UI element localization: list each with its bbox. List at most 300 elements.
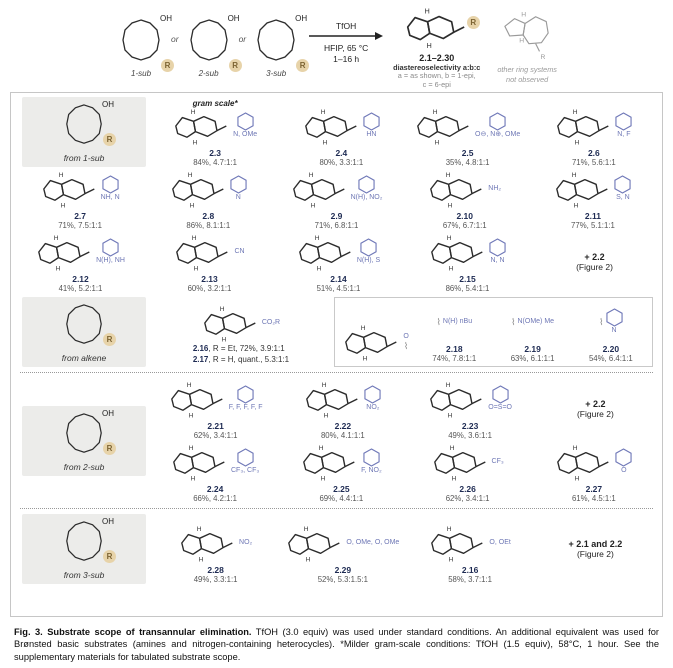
- compound-yield-dr: 35%, 4.8:1:1: [445, 158, 490, 167]
- compound-yield-dr: 61%, 4.5:1:1: [571, 494, 616, 503]
- r-group-labels: N: [611, 327, 617, 335]
- compound-entry: [193, 355, 289, 366]
- r-group-labels: O, OEt: [489, 538, 511, 546]
- source-label: from alkene: [61, 353, 107, 363]
- decalin-structure-icon: [554, 168, 612, 210]
- compound-cell: [405, 105, 531, 167]
- compound-cell-multi: [152, 302, 330, 367]
- compound-cell: [278, 441, 404, 503]
- compound-yield-dr: 49%, 3.6:1:1: [448, 431, 493, 440]
- r-group-badge: R: [467, 16, 480, 29]
- attachment-bond-icon: ⌇: [403, 340, 409, 351]
- substrate-label: 3-sub: [266, 68, 287, 78]
- r-group-labels: F, NO₂: [361, 467, 382, 475]
- decalin-structure-icon: [303, 105, 361, 147]
- reaction-conditions: [309, 21, 383, 64]
- compound-yield-dr: 66%, 4.2:1:1: [193, 494, 238, 503]
- macrocycle-structure-icon: [60, 412, 108, 456]
- r-group-labels: N(H), NH: [96, 257, 125, 265]
- caption-title: Fig. 3. Substrate scope of transannular elimination.: [14, 626, 252, 637]
- aryl-ring-icon: [492, 385, 509, 404]
- product-id-range: 2.1–2.30: [419, 53, 455, 64]
- compound-yield-dr: 67%, 6.7:1:1: [442, 221, 487, 230]
- compound-yield-dr: 71%, 5.6:1:1: [571, 158, 616, 167]
- reagent-label: TfOH: [335, 21, 357, 32]
- compound-cell: [401, 168, 529, 230]
- amide-variant-cell: [572, 301, 650, 363]
- scope-row: [16, 231, 657, 293]
- substrate-source-box: [22, 297, 146, 367]
- figure-caption: [0, 620, 673, 668]
- substrate-label: 2-sub: [198, 68, 219, 78]
- macrocycle-structure: [60, 517, 114, 569]
- r-group-labels: N(H), S: [356, 257, 381, 265]
- svg-text:H: H: [318, 444, 324, 452]
- svg-text:H: H: [304, 525, 309, 533]
- r-group-labels: F, F, F, F, F: [228, 404, 263, 412]
- r-group-labels: N: [235, 194, 241, 202]
- r-group-labels: HN: [366, 131, 377, 139]
- time-label: 1–16 h: [333, 54, 360, 64]
- r-group-badge: R: [296, 59, 309, 72]
- decalin-structure-icon: [174, 231, 232, 273]
- r-group-labels: N, F: [617, 131, 631, 139]
- scope-row: [16, 97, 657, 167]
- r-group-labels: CN: [234, 247, 245, 255]
- r-group-labels: NH, N: [100, 194, 120, 202]
- svg-text:H: H: [449, 444, 455, 452]
- decalin-structure-icon: [297, 231, 355, 273]
- macrocycle-structure-icon: [60, 103, 108, 147]
- svg-text:H: H: [424, 6, 430, 16]
- svg-text:H: H: [519, 38, 525, 46]
- plus-products-label: + 2.2: [584, 252, 605, 262]
- r-group-labels: O=S=O: [488, 404, 512, 412]
- substrate-label: 1-sub: [131, 68, 152, 78]
- svg-text:H: H: [320, 108, 326, 116]
- reaction-scheme: [0, 0, 673, 90]
- svg-text:H: H: [447, 202, 453, 210]
- compound-cell: [531, 441, 657, 503]
- r-group-labels: S, N: [616, 194, 630, 202]
- compound-cell: [279, 378, 406, 440]
- decalin-structure-icon: [169, 378, 227, 420]
- r-group-badge: R: [103, 442, 116, 455]
- compound-id: 2.3: [209, 148, 222, 158]
- svg-text:H: H: [320, 475, 326, 483]
- compound-cell: [152, 522, 279, 584]
- svg-text:H: H: [196, 525, 202, 533]
- svg-text:H: H: [55, 265, 61, 273]
- compound-yield-dr: 84%, 4.7:1:1: [193, 158, 238, 167]
- additional-product-note: [534, 399, 657, 419]
- svg-text:H: H: [573, 108, 578, 116]
- r-group-labels: NO₂: [366, 404, 380, 412]
- svg-text:H: H: [316, 265, 322, 273]
- decalin-structure-icon: [41, 168, 99, 210]
- decalin-structure-icon: [36, 231, 94, 273]
- svg-text:H: H: [446, 381, 451, 389]
- aryl-ring-icon: [237, 385, 254, 404]
- svg-text:H: H: [426, 41, 432, 51]
- compound-cell: [407, 522, 534, 584]
- svg-text:H: H: [324, 412, 329, 420]
- compound-yield-dr: , R = H, quant., 5.3:1:1: [208, 355, 290, 364]
- r-group-badge: R: [161, 59, 174, 72]
- compound-id: 2.23: [461, 421, 479, 431]
- other-ring-note-2: not observed: [506, 74, 549, 84]
- compound-cell: [144, 168, 272, 230]
- compound-cell: [529, 168, 657, 230]
- compound-entry: [193, 344, 289, 355]
- svg-text:H: H: [449, 556, 454, 564]
- compound-yield-dr: 62%, 3.4:1:1: [445, 494, 490, 503]
- macrocycle-structure-icon: [184, 17, 234, 65]
- solvent-temp-label: HFIP, 65 °C: [323, 43, 369, 54]
- compound-yield-dr: 80%, 4.1:1:1: [320, 431, 365, 440]
- compound-cell: [403, 231, 532, 293]
- compound-yield-dr: 49%, 3.3:1:1: [193, 575, 238, 584]
- product-block: [393, 4, 480, 90]
- decalin-structure-icon: [428, 168, 486, 210]
- scope-row: [16, 168, 657, 230]
- svg-text:H: H: [188, 412, 194, 420]
- r-group-labels: NH₂: [488, 184, 502, 192]
- oh-label: OH: [227, 13, 240, 23]
- svg-text:H: H: [221, 336, 227, 344]
- compound-id: 2.4: [335, 148, 348, 158]
- compound-id: 2.11: [584, 211, 601, 221]
- decalin-structure-icon: [301, 441, 359, 483]
- compound-id: 2.20: [602, 344, 620, 354]
- decalin-structure-icon: [555, 105, 613, 147]
- substrate-source-box: [22, 406, 146, 476]
- compound-id: 2.16: [192, 344, 209, 354]
- aryl-ring-icon: [614, 175, 631, 194]
- section-divider: [20, 372, 653, 373]
- svg-text:H: H: [53, 234, 59, 242]
- macrocycle-structure-icon: [116, 17, 166, 65]
- svg-text:H: H: [432, 108, 438, 116]
- aryl-ring-icon: [363, 112, 380, 131]
- svg-text:H: H: [447, 412, 453, 420]
- r-group-labels: O: [621, 467, 627, 475]
- svg-text:H: H: [192, 139, 198, 147]
- svg-text:H: H: [448, 265, 454, 273]
- attachment-bond-icon: ⌇: [599, 316, 604, 327]
- r-group-labels: CO₂R: [261, 319, 281, 327]
- compound-id: 2.19: [524, 344, 541, 354]
- or-label: or: [238, 34, 247, 44]
- svg-text:H: H: [575, 475, 580, 483]
- compound-id: 2.29: [334, 565, 352, 575]
- compound-cell: [145, 231, 274, 293]
- gram-scale-note: gram scale*: [192, 99, 238, 108]
- decalin-structure-icon: [286, 522, 344, 564]
- compound-cell: [405, 441, 531, 503]
- scope-row: [16, 514, 657, 584]
- compound-yield-dr: 54%, 6.4:1:1: [588, 354, 633, 363]
- plus-products-label: + 2.2: [585, 399, 606, 409]
- r-group-labels: O: [403, 333, 409, 341]
- compound-yield-dr: 52%, 5.3:1.5:1: [317, 575, 369, 584]
- compound-yield-dr: 69%, 4.4:1:1: [319, 494, 364, 503]
- oh-label: OH: [102, 100, 114, 109]
- compound-cell: [16, 168, 144, 230]
- decalin-structure-icon: [179, 522, 237, 564]
- svg-text:H: H: [186, 381, 192, 389]
- or-label: or: [171, 34, 179, 44]
- svg-text:H: H: [60, 202, 65, 210]
- compound-id: 2.27: [585, 484, 603, 494]
- decalin-structure-icon: [428, 378, 486, 420]
- compound-yield-dr: 77%, 5.1:1:1: [571, 221, 615, 230]
- svg-text:H: H: [521, 12, 527, 20]
- compound-id: 2.9: [330, 211, 343, 221]
- aryl-ring-icon: [606, 308, 623, 327]
- attachment-bond-icon: ⌇: [511, 316, 516, 327]
- svg-text:H: H: [189, 202, 195, 210]
- substrate-3-sub: [251, 13, 308, 78]
- section-divider: [20, 508, 653, 509]
- compound-id: 2.22: [334, 421, 352, 431]
- svg-text:H: H: [194, 265, 199, 273]
- compound-id: 2.18: [446, 344, 463, 354]
- substrate-2-sub: [184, 13, 240, 78]
- fused-ring-structure-icon: [498, 10, 556, 60]
- r-group-labels: N, OMe: [233, 131, 258, 139]
- svg-text:H: H: [446, 171, 451, 179]
- decalin-structure-icon: [432, 441, 490, 483]
- oh-label: OH: [160, 13, 173, 23]
- compound-id: 2.25: [333, 484, 350, 494]
- svg-text:H: H: [188, 444, 194, 452]
- svg-text:H: H: [322, 139, 328, 147]
- r-group-labels: N(H) nBu: [442, 317, 473, 325]
- r-group-labels: NO₂: [239, 538, 253, 546]
- scope-rows: [152, 377, 657, 504]
- additional-product-note: [534, 539, 657, 559]
- acyl-fragment-cell: [337, 321, 415, 363]
- r-group-labels: N(OMe) Me: [517, 317, 555, 325]
- compound-yield-dr: , R = Et, 72%, 3.9:1:1: [208, 344, 285, 354]
- decalin-structure-icon: [173, 105, 231, 147]
- scope-row: [152, 378, 657, 440]
- r-group-labels: CF₃, CF₃: [230, 467, 260, 475]
- compound-yield-dr: 58%, 3.7:1:1: [448, 575, 493, 584]
- scope-section: [16, 512, 657, 586]
- compound-id: 2.21: [207, 421, 224, 431]
- compound-cell: [16, 231, 145, 293]
- source-label: from 3-sub: [63, 570, 105, 580]
- svg-text:H: H: [219, 306, 225, 314]
- substrate-1-sub: [116, 13, 173, 78]
- r-group-badge: R: [229, 59, 242, 72]
- product-structure: [403, 4, 477, 55]
- decalin-structure-icon: [415, 105, 473, 147]
- svg-text:H: H: [192, 234, 197, 242]
- compound-yield-dr: 71%, 7.5:1:1: [58, 221, 102, 230]
- svg-text:H: H: [310, 202, 315, 210]
- compound-yield-dr: 86%, 5.4:1:1: [445, 284, 490, 293]
- r-group-labels: N, N: [490, 257, 505, 265]
- decalin-structure-icon: [202, 302, 260, 344]
- svg-text:H: H: [190, 475, 196, 483]
- compound-cell: [279, 522, 406, 584]
- compound-id: 2.15: [459, 274, 476, 284]
- aryl-ring-icon: [615, 448, 632, 467]
- compound-id: 2.14: [330, 274, 347, 284]
- compound-yield-dr: 62%, 3.4:1:1: [193, 431, 238, 440]
- aryl-ring-icon: [363, 448, 380, 467]
- decalin-structure-icon: [343, 321, 401, 363]
- scope-row: [152, 441, 657, 503]
- compound-yield-dr: 51%, 4.5:1:1: [316, 284, 361, 293]
- compound-id: 2.5: [461, 148, 474, 158]
- substrate-scope-panel: [10, 92, 663, 617]
- decalin-structure-icon: [291, 168, 349, 210]
- compound-id: 2.12: [72, 274, 89, 284]
- svg-text:H: H: [434, 139, 440, 147]
- compound-cell: [407, 378, 534, 440]
- decalin-structure-icon: [555, 441, 613, 483]
- source-label: from 2-sub: [63, 461, 105, 472]
- r-group-labels: N(H), NO₂: [350, 194, 383, 202]
- svg-text:H: H: [361, 324, 366, 332]
- svg-text:H: H: [306, 556, 311, 564]
- reaction-arrow-icon: [309, 31, 383, 41]
- aryl-ring-icon: [489, 112, 506, 131]
- svg-text:H: H: [198, 556, 204, 564]
- plus-products-ref: (Figure 2): [576, 409, 614, 419]
- compound-cell: [152, 99, 278, 167]
- svg-text:H: H: [308, 171, 314, 179]
- macrocycle-structure: [60, 100, 114, 152]
- svg-text:H: H: [451, 475, 456, 483]
- aryl-ring-icon: [489, 238, 506, 257]
- macrocycle-structure-icon: [60, 520, 108, 564]
- svg-text:H: H: [446, 234, 452, 242]
- diastereoselectivity-label: diastereoselectivity a:b:c: [393, 63, 481, 73]
- scope-section: [16, 376, 657, 505]
- decalin-structure-icon: [171, 441, 229, 483]
- r-group-labels: O, OMe, O, OMe: [346, 538, 400, 546]
- amide-variant-cell: [493, 301, 571, 363]
- aryl-ring-icon: [615, 112, 632, 131]
- compound-yield-dr: 71%, 6.8:1:1: [314, 221, 359, 230]
- dr-note-1: a = as shown, b = 1-epi,: [397, 71, 476, 81]
- decalin-structure-icon: [403, 4, 471, 50]
- svg-text:H: H: [573, 444, 578, 452]
- other-ring-systems-block: [497, 10, 557, 83]
- oh-label: OH: [102, 408, 114, 418]
- compound-id: 2.17: [192, 355, 209, 364]
- compound-id: 2.6: [587, 148, 600, 158]
- substrate-source-box: [22, 97, 146, 167]
- amide-scope-box: [334, 297, 653, 367]
- compound-cell: [272, 168, 400, 230]
- aryl-ring-icon: [102, 238, 119, 257]
- r-group-badge: R: [103, 333, 116, 346]
- macrocycle-structure-icon: [251, 17, 301, 65]
- aryl-ring-icon: [358, 175, 375, 194]
- decalin-structure-icon: [304, 378, 362, 420]
- svg-text:H: H: [58, 171, 64, 179]
- r-group-labels: CF₃: [491, 457, 504, 465]
- compound-yield-dr: 80%, 3.3:1:1: [319, 158, 364, 167]
- compound-cell: [278, 105, 404, 167]
- r-group-labels: O⊖, N⊕, OMe: [475, 131, 521, 139]
- decalin-structure-icon: [429, 522, 487, 564]
- aryl-ring-icon: [360, 238, 377, 257]
- source-label: from 1-sub: [63, 153, 105, 163]
- scope-row: [16, 297, 657, 367]
- compound-cell: [152, 441, 278, 503]
- svg-text:H: H: [187, 171, 193, 179]
- macrocycle-structure: [60, 303, 113, 352]
- svg-text:H: H: [322, 381, 327, 389]
- plus-products-ref: (Figure 2): [576, 262, 613, 272]
- compound-yield-dr: 60%, 3.2:1:1: [187, 284, 232, 293]
- scope-section: [16, 295, 657, 369]
- aryl-ring-icon: [364, 385, 381, 404]
- substrate-source-box: [22, 514, 146, 584]
- svg-text:H: H: [314, 234, 320, 242]
- svg-text:H: H: [575, 139, 580, 147]
- r-group-badge: R: [103, 550, 116, 563]
- compound-id: 2.7: [74, 211, 87, 221]
- compound-yield-dr: 63%, 6.1:1:1: [510, 354, 555, 363]
- aryl-ring-icon: [237, 112, 254, 131]
- caption-text: TfOH (3.0 equiv) was used under standard conditions. An additional equivalent was used for Brønsted basic substrates (amines and nitrogen-containing heterocycles). *Milder gram-scale conditions: TfOH (1.5 equiv), 58°C, 1 hour. See the supplementary materials for tabulated substrate scope.: [14, 626, 659, 663]
- svg-text:H: H: [447, 525, 452, 533]
- compound-id: 2.24: [206, 484, 224, 494]
- compound-yield-dr: 74%, 7.8:1:1: [432, 354, 477, 363]
- amide-variant-cell: [415, 301, 493, 363]
- oh-label: OH: [102, 517, 114, 526]
- decalin-structure-icon: [429, 231, 487, 273]
- macrocycle-structure-icon: [60, 303, 108, 347]
- aryl-ring-icon: [230, 175, 247, 194]
- svg-text:H: H: [572, 171, 577, 179]
- decalin-structure-icon: [170, 168, 228, 210]
- compound-id: 2.13: [201, 274, 218, 284]
- scope-section: [16, 95, 657, 295]
- compound-cell: [274, 231, 403, 293]
- compound-id: 2.10: [456, 211, 473, 221]
- aryl-ring-icon: [237, 448, 254, 467]
- svg-text:H: H: [190, 108, 196, 116]
- oh-label: OH: [295, 13, 308, 23]
- compound-cell: [152, 378, 279, 440]
- svg-text:H: H: [574, 202, 579, 210]
- compound-id: 2.26: [459, 484, 476, 494]
- r-group-badge: R: [103, 133, 116, 146]
- compound-id: 2.8: [202, 211, 215, 221]
- svg-text:R: R: [540, 54, 546, 61]
- compound-yield-dr: 86%, 8.1:1:1: [186, 221, 231, 230]
- dr-note-2: c = 6-epi: [422, 80, 451, 89]
- macrocycle-structure: [60, 408, 114, 461]
- svg-text:H: H: [362, 355, 368, 363]
- attachment-bond-icon: ⌇: [436, 316, 441, 327]
- compound-id: 2.16: [461, 565, 479, 575]
- other-ring-note-1: other ring systems: [497, 65, 557, 75]
- compound-cell: [531, 105, 657, 167]
- aryl-ring-icon: [102, 175, 119, 194]
- compound-id: 2.28: [207, 565, 224, 575]
- compound-yield-dr: 41%, 5.2:1:1: [58, 284, 103, 293]
